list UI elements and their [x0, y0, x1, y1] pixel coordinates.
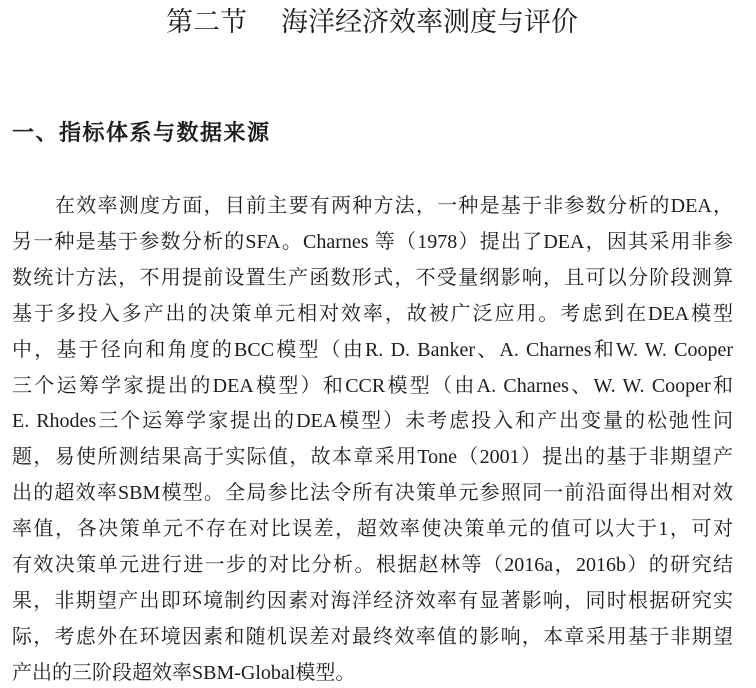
paragraph-line: 数统计方法，不用提前设置生产函数形式，不受量纲影响，且可以分阶段测算 — [12, 266, 733, 289]
body-paragraph — [12, 189, 733, 688]
paragraph-line: 题，易使所测结果高于实际值，故本章采用Tone（2001）提出的基于非期望产 — [12, 446, 733, 469]
section-number: 第二节 — [166, 7, 247, 37]
section-title — [0, 4, 756, 40]
paragraph-line: 果，非期望产出即环境制约因素对海洋经济效率有显著影响，同时根据研究实 — [12, 589, 733, 612]
paragraph-line: 际，考虑外在环境因素和随机误差对最终效率值的影响，本章采用基于非期望 — [12, 625, 733, 648]
paragraph-line: 率值，各决策单元不存在对比误差，超效率使决策单元的值可以大于1，可对 — [12, 518, 733, 541]
paragraph-line: 出的超效率SBM模型。全局参比法令所有决策单元参照同一前沿面得出相对效 — [12, 482, 733, 505]
subsection-heading: 一、指标体系与数据来源 — [12, 120, 271, 145]
paragraph-line: 另一种是基于参数分析的SFA。Charnes 等（1978）提出了DEA，因其采用非参 — [12, 230, 733, 253]
paragraph-line: 基于多投入多产出的决策单元相对效率，故被广泛应用。考虑到在DEA模型 — [12, 302, 733, 325]
paragraph-line: 三个运筹学家提出的DEA模型）和CCR模型（由A. Charnes、W. W. Cooper和 — [12, 374, 733, 397]
paragraph-line: 产出的三阶段超效率SBM-Global模型。 — [12, 661, 356, 684]
section-title-text: 海洋经济效率测度与评价 — [281, 7, 578, 37]
paragraph-line: 中，基于径向和角度的BCC模型（由R. D. Banker、A. Charnes和W. W. Cooper — [12, 338, 733, 361]
paragraph-line: 在效率测度方面，目前主要有两种方法，一种是基于非参数分析的DEA， — [55, 195, 733, 217]
paragraph-line: E. Rhodes三个运筹学家提出的DEA模型）未考虑投入和产出变量的松弛性问 — [12, 410, 733, 433]
paragraph-line: 有效决策单元进行进一步的对比分析。根据赵林等（2016a，2016b）的研究结 — [12, 554, 733, 577]
